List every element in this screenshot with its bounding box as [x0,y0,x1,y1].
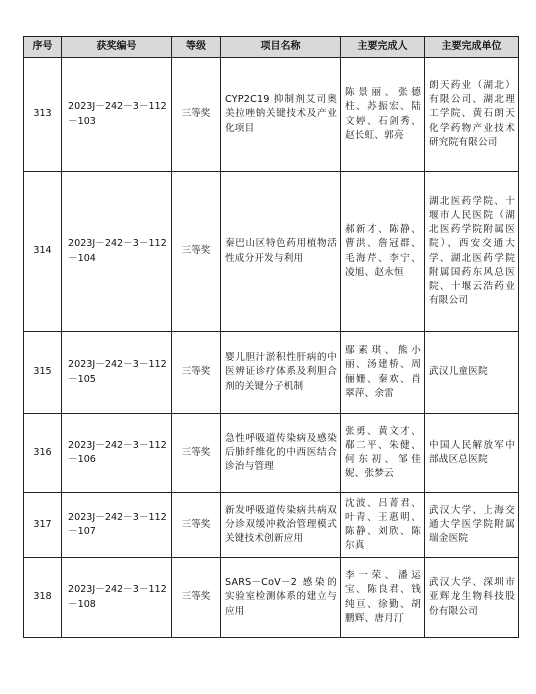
header-row [24,37,519,58]
row-level: 三等奖 [172,58,221,172]
header-seq: 序号 [24,37,62,58]
row-seq: 313 [24,58,62,172]
row-project: 秦巴山区特色药用植物活性成分开发与利用 [221,172,341,332]
header-level: 等级 [172,37,221,58]
table-row [24,414,519,493]
header-units: 主要完成单位 [425,37,519,58]
header-code: 获奖编号 [62,37,172,58]
row-units: 武汉大学、深圳市亚辉龙生物科技股份有限公司 [425,558,519,638]
row-code: 2023J－242－3－112－107 [62,493,172,558]
row-people: 张勇、黄文才、郗二平、朱健、何东初、邹佳妮、张梦云 [341,414,425,493]
header-project: 项目名称 [221,37,341,58]
row-project: 急性呼吸道传染病及感染后肺纤维化的中西医结合诊治与管理 [221,414,341,493]
row-seq: 314 [24,172,62,332]
row-units: 中国人民解放军中部战区总医院 [425,414,519,493]
row-units: 朗天药业（湖北）有限公司、湖北理工学院、黄石朗天化学药物产业技术研究院有限公司 [425,58,519,172]
row-code: 2023J－242－3－112－108 [62,558,172,638]
row-level: 三等奖 [172,172,221,332]
row-level: 三等奖 [172,414,221,493]
table-row [24,558,519,638]
row-code: 2023J－242－3－112－104 [62,172,172,332]
row-project: 新发呼吸道传染病共病双分诊双缓冲救治管理模式关键技术创新应用 [221,493,341,558]
row-project: 婴儿胆汁淤积性肝病的中医辨证诊疗体系及利胆合剂的关键分子机制 [221,332,341,414]
row-people: 郝新才、陈静、曹洪、詹冠群、毛海芹、李宁、凌旭、赵永恒 [341,172,425,332]
row-seq: 318 [24,558,62,638]
row-project: SARS－CoV－2 感染的实验室检测体系的建立与应用 [221,558,341,638]
row-units: 武汉儿童医院 [425,332,519,414]
awards-table [23,36,519,638]
row-seq: 315 [24,332,62,414]
table-row [24,332,519,414]
header-people: 主要完成人 [341,37,425,58]
row-code: 2023J－242－3－112－106 [62,414,172,493]
table-row [24,172,519,332]
row-level: 三等奖 [172,332,221,414]
row-project: CYP2C19 抑制剂艾司奥美拉唑钠关键技术及产业化项目 [221,58,341,172]
table-row [24,493,519,558]
row-level: 三等奖 [172,558,221,638]
row-people: 沈波、吕菁君、叶青、王惠明、陈静、刘欣、陈尔真 [341,493,425,558]
table-row [24,58,519,172]
row-level: 三等奖 [172,493,221,558]
row-units: 武汉大学、上海交通大学医学院附属瑞金医院 [425,493,519,558]
row-people: 陈景丽、张德柱、苏振宏、陆文婷、石剑秀、赵长虹、郭亮 [341,58,425,172]
row-seq: 316 [24,414,62,493]
row-code: 2023J－242－3－112－105 [62,332,172,414]
row-people: 李一荣、潘运宝、陈良君、钱纯亘、徐勤、胡鹏辉、唐月汀 [341,558,425,638]
row-people: 鄢素琪、熊小丽、汤建桥、周俪姗、秦欢、肖翠萍、余雷 [341,332,425,414]
row-seq: 317 [24,493,62,558]
row-code: 2023J－242－3－112－103 [62,58,172,172]
row-units: 湖北医药学院、十堰市人民医院（湖北医药学院附属医院）、西安交通大学、湖北医药学院附属国药东风总医院、十堰云浩药业有限公司 [425,172,519,332]
